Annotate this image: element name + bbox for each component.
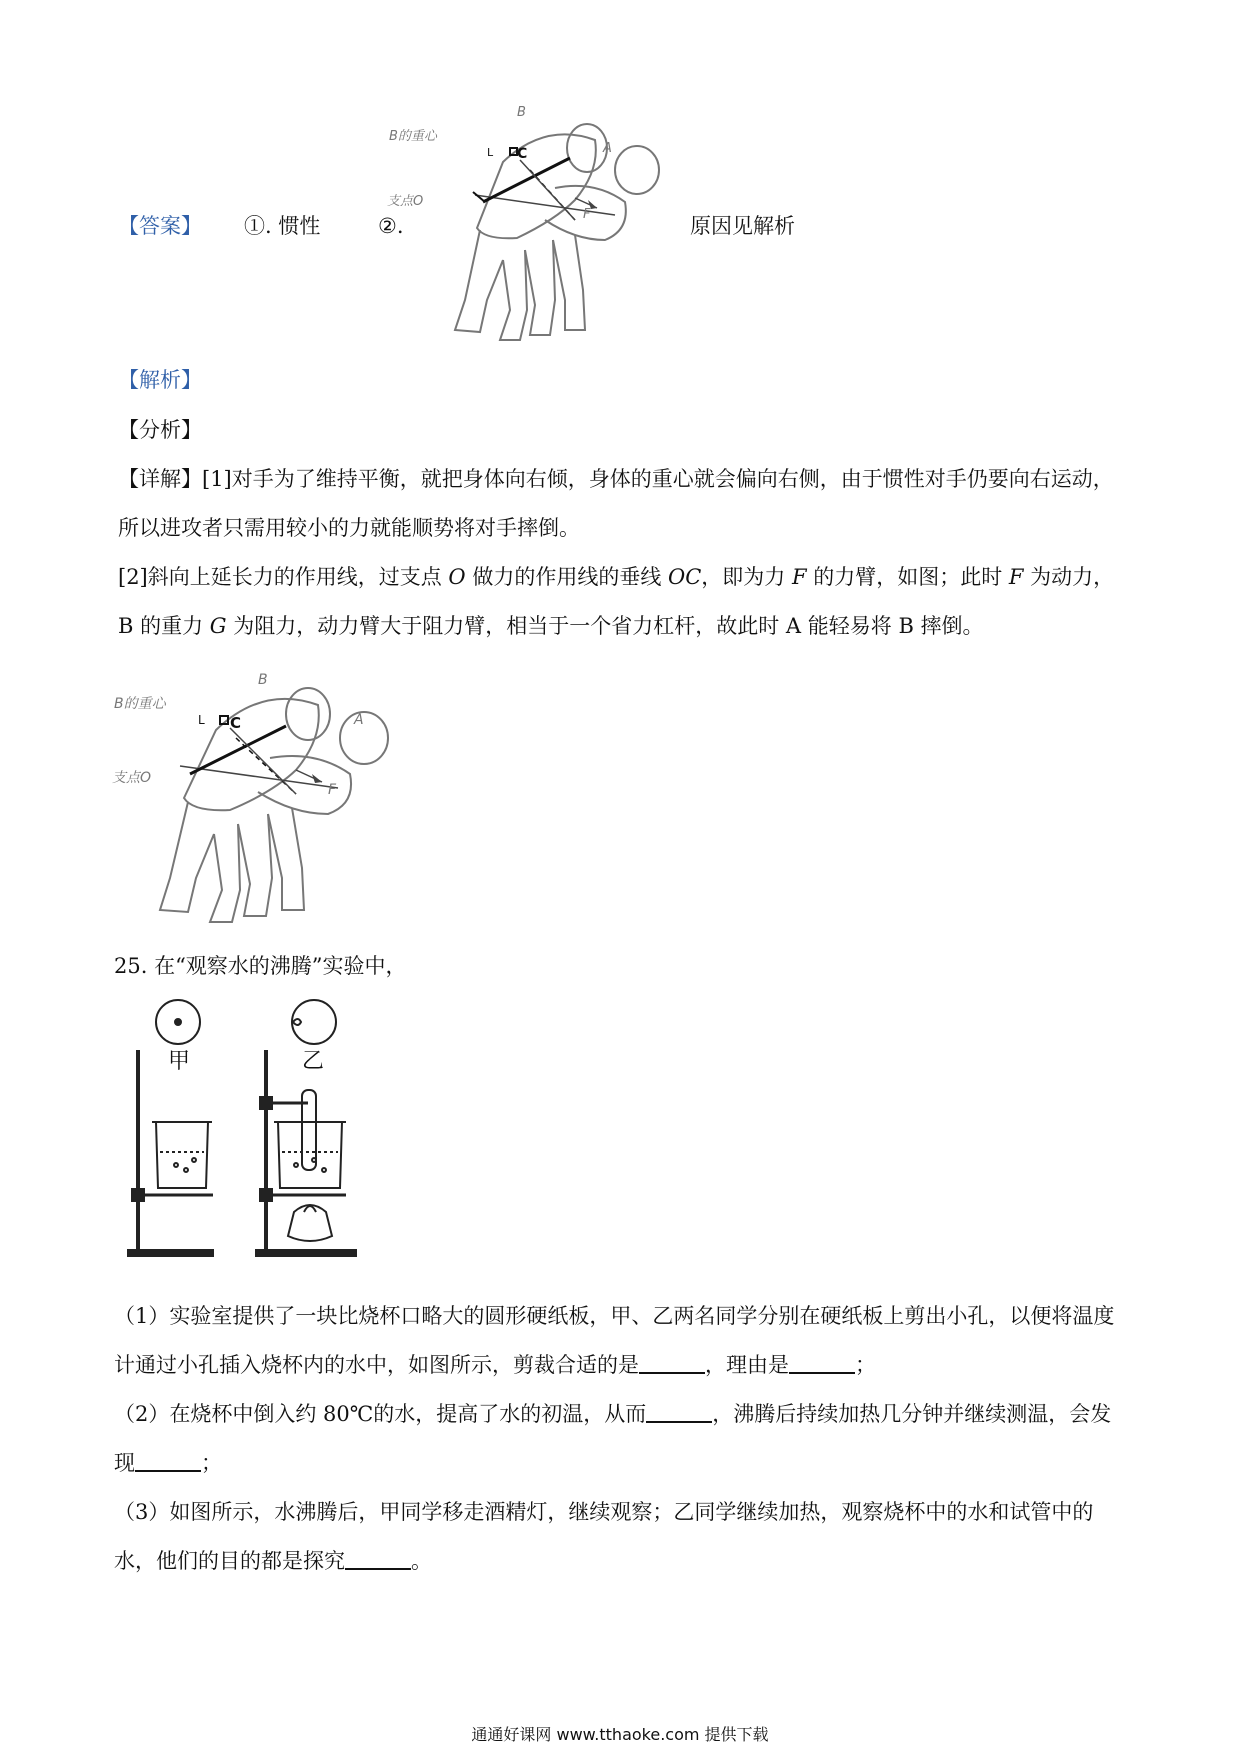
answer-blank[interactable]: [345, 1546, 411, 1570]
label-arm-l: L: [487, 146, 494, 159]
fenxi-tag: 【分析】: [118, 418, 202, 442]
label-point-c: C: [230, 714, 242, 732]
label-fulcrum: 支点O: [112, 770, 152, 786]
label-point-b: B: [517, 105, 526, 120]
label-point-a: A: [603, 141, 612, 156]
page-footer: 通通好课网 www.tthaoke.com 提供下载: [471, 1725, 769, 1744]
lever-figure-answer: [387, 105, 685, 350]
label-yi: 乙: [302, 1049, 325, 1074]
jiexi-tag: 【解析】: [118, 368, 202, 392]
label-arm-l: L: [198, 713, 205, 727]
label-point-a: A: [354, 712, 364, 728]
answer-tag: 【答案】: [118, 214, 202, 238]
answer-item-2-number: ②.: [378, 214, 404, 238]
label-fulcrum: 支点O: [387, 194, 424, 209]
detail-paragraph-2: [2]斜向上延长力的作用线，过支点 O 做力的作用线的垂线 OC，即为力 F 的力臂，如图；此时 F 为动力，B 的重力 G 为阻力，动力臂大于阻力臂，相当于一个省力杠杆，故此时 A 能轻易将 B 摔倒。: [118, 565, 1115, 638]
label-force-f: F: [328, 782, 337, 798]
boiling-experiment-figure: [118, 1000, 368, 1280]
answer-blank[interactable]: [639, 1350, 705, 1374]
label-jia: 甲: [168, 1049, 191, 1074]
label-center-of-gravity: B的重心: [389, 129, 437, 144]
question-25-part-3: （3）如图所示，水沸腾后，甲同学移走酒精灯，继续观察；乙同学继续加热，观察烧杯中的水和试管中的水，他们的目的都是探究 。: [114, 1500, 1094, 1573]
detail-paragraph-1: 【详解】[1]对手为了维持平衡，就把身体向右倾，身体的重心就会偏向右侧，由于惯性对手仍要向右运动，所以进攻者只需用较小的力就能顺势将对手摔倒。: [118, 467, 1114, 540]
label-center-of-gravity: B的重心: [114, 696, 166, 712]
answer-blank[interactable]: [135, 1448, 201, 1472]
label-point-c: C: [517, 146, 528, 162]
answer-blank[interactable]: [646, 1399, 712, 1423]
question-25-part-2: （2）在烧杯中倒入约 80℃的水，提高了水的初温，从而 ，沸腾后持续加热几分钟并继续测温，会发现 ；: [114, 1390, 1128, 1488]
answer-blank[interactable]: [789, 1350, 855, 1374]
label-force-f: F: [583, 207, 591, 222]
label-point-b: B: [258, 672, 268, 688]
question-25-part-1: （1）实验室提供了一块比烧杯口略大的圆形硬纸板，甲、乙两名同学分别在硬纸板上剪出小孔，以便将温度计通过小孔插入烧杯内的水中，如图所示，剪裁合适的是 ，理由是 ；: [114, 1304, 1115, 1377]
answer-item-1: ①. 惯性: [244, 214, 321, 238]
answer-item-3: 原因见解析: [690, 214, 795, 238]
lever-figure-analysis: [112, 670, 418, 930]
question-25-title: 25. 在“观察水的沸腾”实验中，: [114, 954, 407, 978]
